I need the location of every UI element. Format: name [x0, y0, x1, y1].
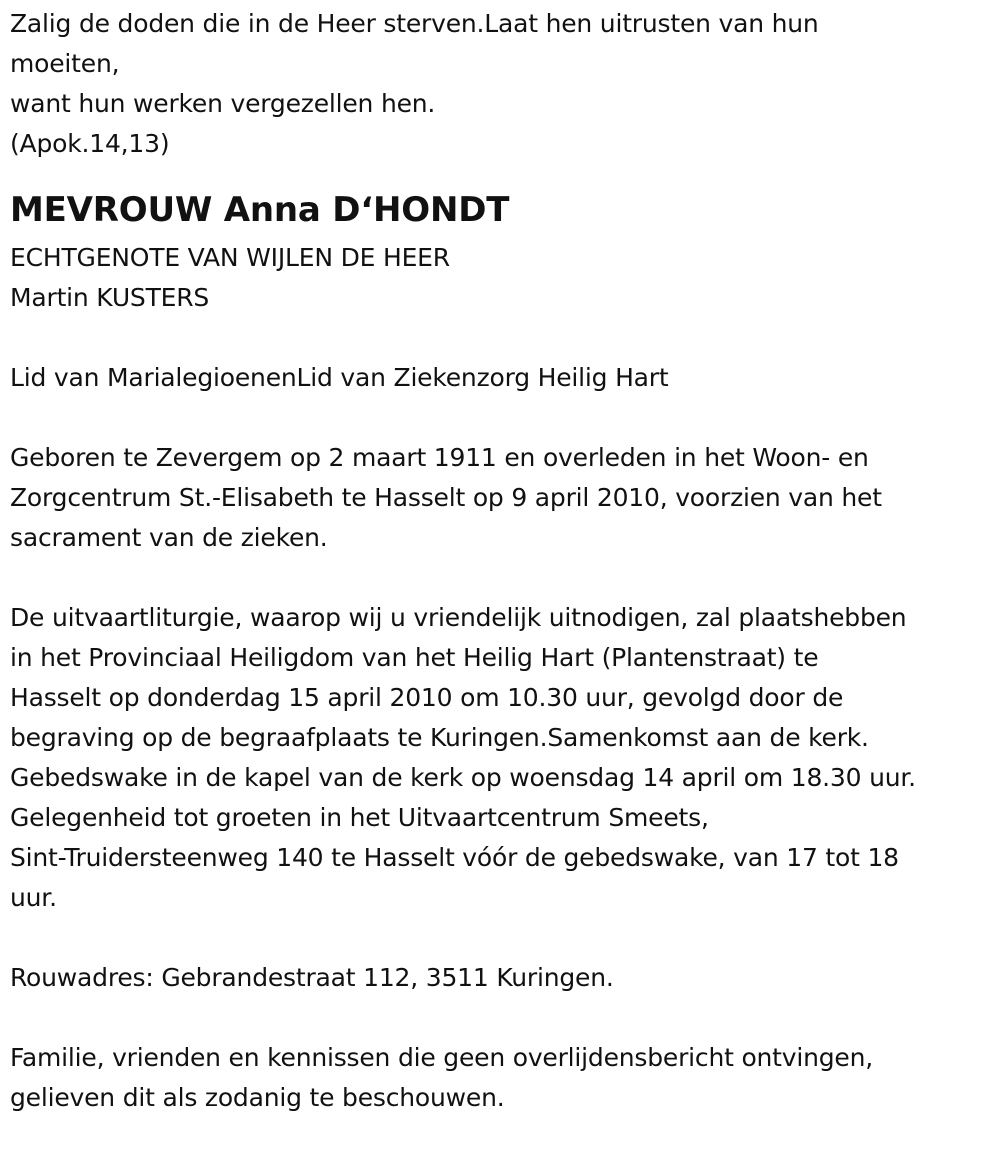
- verse-line: moeiten,: [10, 49, 120, 78]
- paragraph-line: Hasselt op donderdag 15 april 2010 om 10.30 uur, gevolgd door de: [10, 683, 844, 712]
- obituary-notice: [10, 4, 985, 1118]
- funeral-paragraph: [10, 598, 985, 918]
- paragraph-line: Familie, vrienden en kennissen die geen overlijdensbericht ontvingen,: [10, 1043, 874, 1072]
- paragraph-line: De uitvaartliturgie, waarop wij u vriendelijk uitnodigen, zal plaatshebben: [10, 603, 907, 632]
- paragraph-line: uur.: [10, 883, 57, 912]
- spouse-title: ECHTGENOTE VAN WIJLEN DE HEER: [10, 243, 450, 272]
- paragraph-line: Gebedswake in de kapel van de kerk op woensdag 14 april om 18.30 uur.: [10, 763, 916, 792]
- paragraph-line: gelieven dit als zodanig te beschouwen.: [10, 1083, 505, 1112]
- memberships: Lid van MarialegioenenLid van Ziekenzorg Heilig Hart: [10, 363, 669, 392]
- verse-reference: (Apok.14,13): [10, 129, 170, 158]
- closing-paragraph: [10, 1038, 985, 1118]
- paragraph-line: sacrament van de zieken.: [10, 523, 328, 552]
- verse-line: Zalig de doden die in de Heer sterven.Laat hen uitrusten van hun: [10, 9, 819, 38]
- spouse-name: Martin KUSTERS: [10, 283, 210, 312]
- paragraph-line: Gelegenheid tot groeten in het Uitvaartcentrum Smeets,: [10, 803, 709, 832]
- deceased-name: MEVROUW Anna D‘HONDT: [10, 190, 510, 230]
- paragraph-line: begraving op de begraafplaats te Kuringen.Samenkomst aan de kerk.: [10, 723, 869, 752]
- mourning-address: Rouwadres: Gebrandestraat 112, 3511 Kuringen.: [10, 963, 614, 992]
- paragraph-line: Geboren te Zevergem op 2 maart 1911 en overleden in het Woon- en: [10, 443, 869, 472]
- paragraph-line: Sint-Truidersteenweg 140 te Hasselt vóór de gebedswake, van 17 tot 18: [10, 843, 899, 872]
- birth-death-paragraph: [10, 438, 985, 558]
- paragraph-line: in het Provinciaal Heiligdom van het Heilig Hart (Plantenstraat) te: [10, 643, 819, 672]
- bible-verse: [10, 4, 985, 164]
- verse-line: want hun werken vergezellen hen.: [10, 89, 436, 118]
- paragraph-line: Zorgcentrum St.-Elisabeth te Hasselt op 9 april 2010, voorzien van het: [10, 483, 882, 512]
